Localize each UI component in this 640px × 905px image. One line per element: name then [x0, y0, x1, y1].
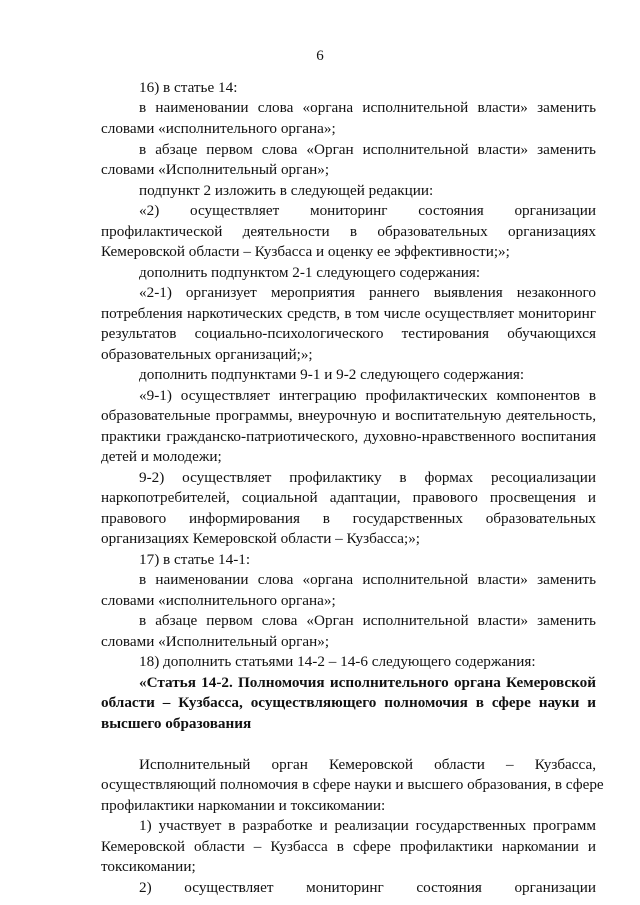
text-line: Кемеровской области – Кузбасса и оценку ее эффективности;»; [101, 243, 510, 260]
text-line: профилактики наркомании и токсикомании: [101, 797, 386, 814]
text-line: «9-1) осуществляет интеграцию профилактических компонентов в [139, 387, 596, 404]
text-line: области – Кузбасса, осуществляющего полномочия в сфере науки и [101, 694, 596, 711]
page-number: 6 [316, 48, 324, 64]
text-line: 1) участвует в разработке и реализации государственных программ [139, 817, 596, 834]
text-line: Кемеровской области – Кузбасса в сфере профилактики наркомании и [101, 838, 596, 855]
text-line: результатов социально-психологического тестирования обучающихся [101, 325, 596, 342]
text-line: словами «исполнительного органа»; [101, 120, 336, 137]
text-line: правового информирования в государственных образовательных [101, 510, 596, 527]
text-line: словами «Исполнительный орган»; [101, 161, 330, 178]
text-line: в наименовании слова «органа исполнительной власти» заменить [139, 99, 596, 116]
text-line: организациях Кемеровской области – Кузбасса;»; [101, 530, 421, 547]
text-line: осуществляющий полномочия в сфере науки и высшего образования, в сфере [101, 776, 604, 793]
text-line: 17) в статье 14-1: [139, 551, 251, 568]
text-line: в абзаце первом слова «Орган исполнительной власти» заменить [139, 141, 596, 158]
text-line: наркопотребителей, социальной адаптации, правового просвещения и [101, 489, 596, 506]
text-line: токсикомании; [101, 858, 196, 875]
text-line: словами «исполнительного органа»; [101, 592, 336, 609]
text-line: дополнить подпунктом 2-1 следующего содержания: [139, 264, 481, 281]
text-line: дополнить подпунктами 9-1 и 9-2 следующего содержания: [139, 366, 525, 383]
text-line: «2) осуществляет мониторинг состояния организации [139, 202, 596, 219]
text-line: в наименовании слова «органа исполнительной власти» заменить [139, 571, 596, 588]
text-line: высшего образования [101, 715, 252, 732]
text-line: «2-1) организует мероприятия раннего выявления незаконного [139, 284, 596, 301]
text-line: образовательные программы, внеурочную и воспитательную деятельность, [101, 407, 596, 424]
text-line: в абзаце первом слова «Орган исполнительной власти» заменить [139, 612, 596, 629]
text-line: образовательных организаций;»; [101, 346, 313, 363]
text-line: практики гражданско-патриотического, духовно-нравственного воспитания [101, 428, 596, 445]
text-line: профилактической деятельности в образовательных организациях [101, 223, 596, 240]
text-line: детей и молодежи; [101, 448, 222, 465]
text-line: потребления наркотических средств, в том числе осуществляет мониторинг [101, 305, 596, 322]
text-line: 16) в статье 14: [139, 79, 238, 96]
text-line: словами «Исполнительный орган»; [101, 633, 330, 650]
text-line: 2) осуществляет мониторинг состояния организации [139, 879, 596, 896]
text-line: подпункт 2 изложить в следующей редакции: [139, 182, 434, 199]
text-line: 9-2) осуществляет профилактику в формах ресоциализации [139, 469, 596, 486]
text-line: 18) дополнить статьями 14-2 – 14-6 следующего содержания: [139, 653, 536, 670]
text-line: Исполнительный орган Кемеровской области – Кузбасса, [139, 756, 596, 773]
text-line: «Статья 14-2. Полномочия исполнительного органа Кемеровской [139, 674, 596, 691]
